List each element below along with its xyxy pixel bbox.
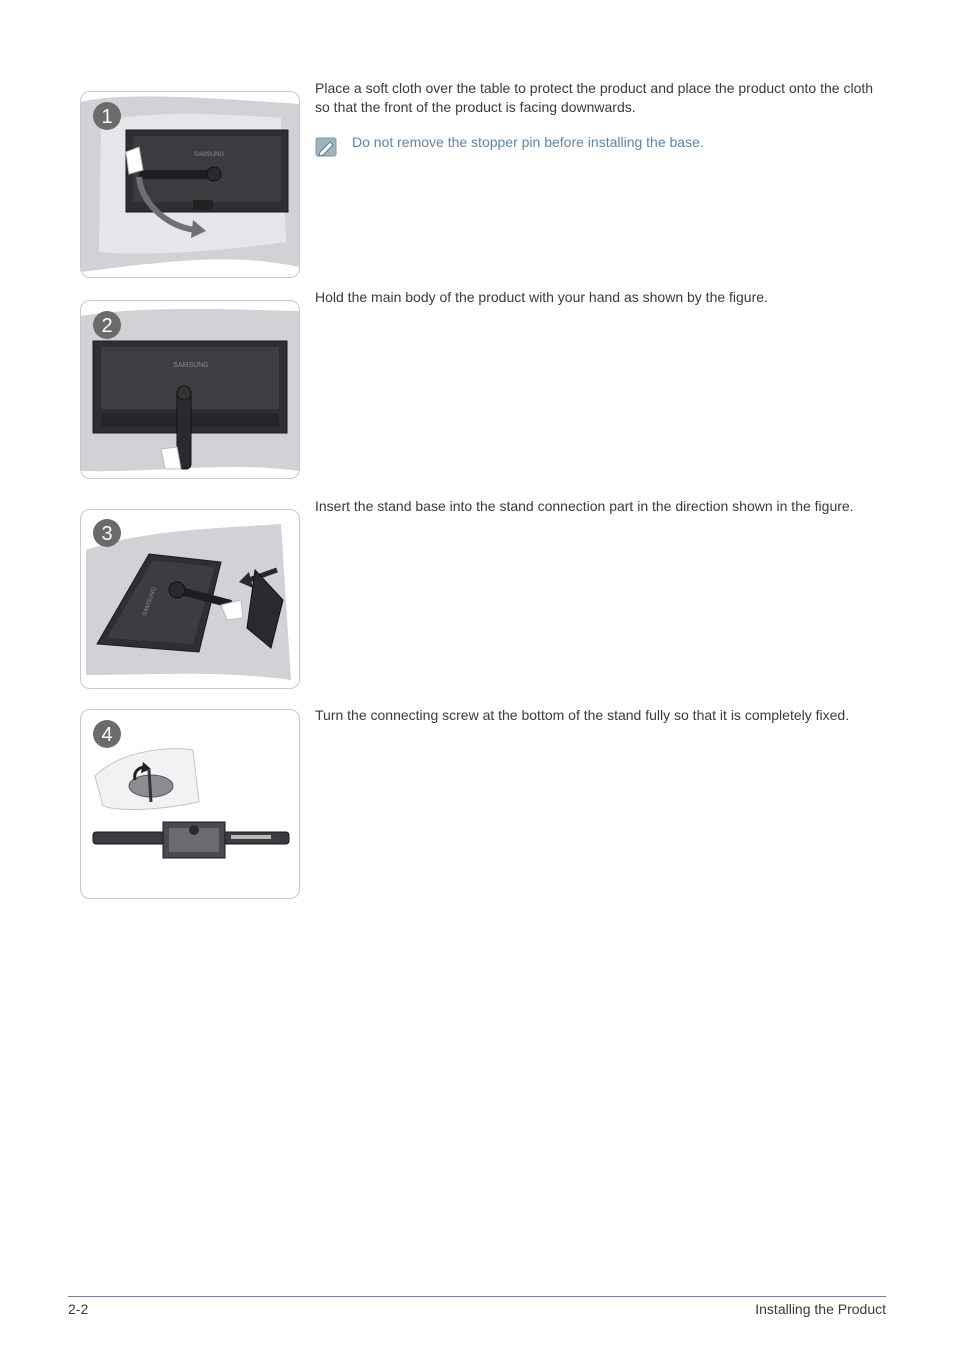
step-4-text: Turn the connecting screw at the bottom of the stand fully so that it is completely fixed. bbox=[315, 707, 850, 723]
step-4-badge: 4 bbox=[101, 724, 113, 746]
step-3-figure bbox=[80, 509, 300, 689]
step-2-text: Hold the main body of the product with your hand as shown by the figure. bbox=[315, 289, 768, 305]
step-2-badge: 2 bbox=[101, 315, 113, 337]
step-1-figure bbox=[80, 91, 300, 278]
note-text: Do not remove the stopper pin before installing the base. bbox=[352, 134, 704, 150]
brand-label: SAMSUNG bbox=[173, 362, 209, 369]
step-2-figure bbox=[80, 300, 300, 479]
footer-divider bbox=[68, 1296, 886, 1297]
step-3-text: Insert the stand base into the stand connection part in the direction shown in the figure. bbox=[315, 498, 854, 514]
page-number: 2-2 bbox=[68, 1301, 89, 1317]
brand-label: SAMSUNG bbox=[142, 586, 159, 617]
note-pencil-icon bbox=[315, 136, 339, 158]
step-3-badge: 3 bbox=[101, 523, 113, 545]
step-1-badge: 1 bbox=[101, 106, 113, 128]
section-title: Installing the Product bbox=[755, 1301, 886, 1317]
brand-label: SAMSUNG bbox=[193, 152, 225, 158]
step-4-figure bbox=[80, 709, 300, 899]
step-1-note bbox=[315, 134, 875, 160]
step-1-text: Place a soft cloth over the table to protect the product and place the product onto the cloth so that the front of the product is facing downwards. bbox=[315, 80, 874, 115]
